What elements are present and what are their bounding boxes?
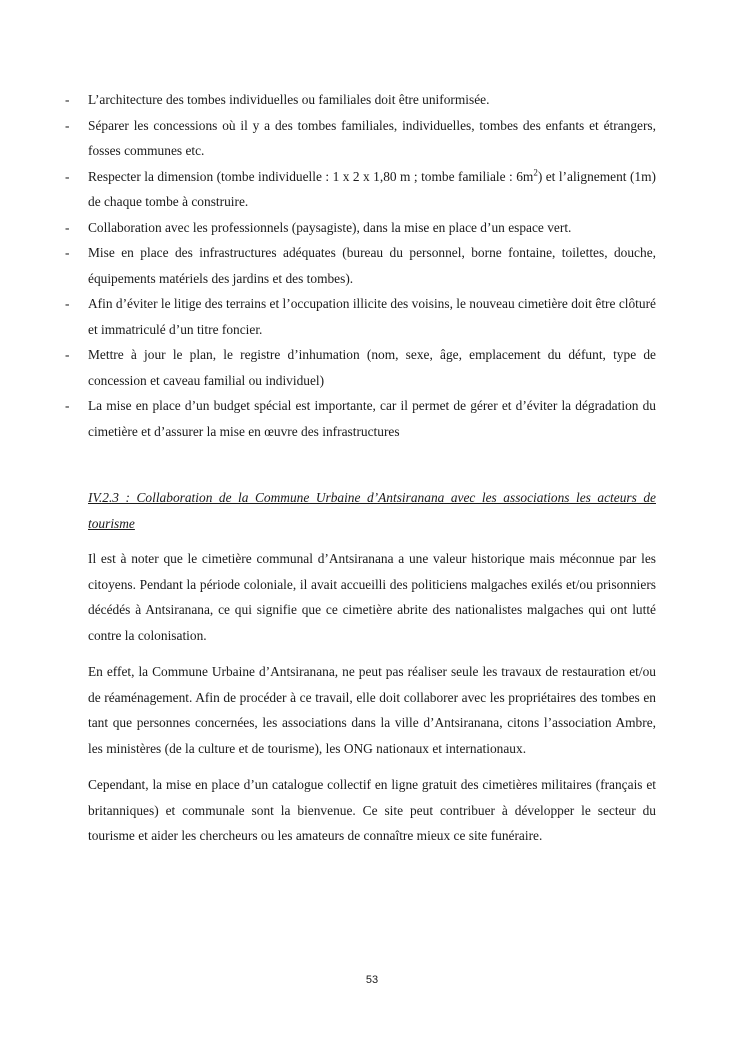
bullet-marker: - (65, 398, 70, 413)
list-item (0, 291, 656, 342)
bullet-marker: - (65, 117, 70, 133)
list-item-text: L’architecture des tombes individuelles ou familiales doit être uniformisée. (88, 92, 490, 107)
list-item (0, 240, 656, 291)
bullet-marker: - (65, 168, 70, 184)
list-item-text: Afin d’éviter le litige des terrains et l’occupation illicite des voisins, le nouveau cimetière doit être clôturé et immatriculé d’un titre foncier. (88, 296, 656, 337)
section-iv-2-3 (88, 485, 656, 860)
section-heading: IV.2.3 : Collaboration de la Commune Urbaine d’Antsiranana avec les associations les acteurs de tourisme (88, 490, 656, 531)
list-item (0, 164, 656, 215)
list-item-text: Collaboration avec les professionnels (paysagiste), dans la mise en place d’un espace vert. (88, 219, 572, 235)
superscript: 2 (533, 167, 538, 178)
list-item-text: Séparer les concessions où il y a des tombes familiales, individuelles, tombes des enfants et étrangers, fosses communes etc. (88, 117, 656, 158)
list-item-text-before: Respecter la dimension (tombe individuelle : 1 x 2 x 1,80 m ; tombe familiale : 6m (88, 168, 534, 184)
paragraph: Cependant, la mise en place d’un catalogue collectif en ligne gratuit des cimetières militaires (français et britanniques) et communale sont la bienvenue. Ce site peut contribuer à développer le secteur du tourisme et aider les chercheurs ou les amateurs de connaître mieux ce site funéraire. (88, 777, 656, 843)
list-item-text-after: ) et l’alignement (1m) de chaque tombe à construire. (88, 168, 656, 209)
paragraph: Il est à noter que le cimetière communal d’Antsiranana a une valeur historique mais méconnue par les citoyens. Pendant la période coloniale, il avait accueilli des politiciens malgaches exilés et/ou prisonniers décédés à Antsiranana, ce qui signifie que ce cimetière abrite des nationalistes malgaches qui ont lutté contre la colonisation. (88, 551, 656, 643)
list-item (0, 393, 656, 444)
list-item (0, 215, 656, 241)
bullet-marker: - (65, 347, 70, 362)
list-item-text: Mettre à jour le plan, le registre d’inhumation (nom, sexe, âge, emplacement du défunt, type de concession et caveau familial ou individuel) (88, 347, 656, 388)
list-item-text: Mise en place des infrastructures adéquates (bureau du personnel, borne fontaine, toilettes, douche, équipements matériels des jardins et des tombes). (88, 245, 656, 286)
bullet-marker: - (65, 245, 70, 260)
bullet-marker: - (65, 219, 70, 235)
list-item (0, 87, 656, 113)
paragraph: En effet, la Commune Urbaine d’Antsiranana, ne peut pas réaliser seule les travaux de restauration et/ou de réaménagement. Afin de procéder à ce travail, elle doit collaborer avec les propriétaires des tombes en tant que personnes concernées, les associations dans la ville d’Antsiranana, citons l’association Ambre, les ministères (de la culture et de tourisme), les ONG nationaux et internationaux. (88, 664, 656, 756)
bullet-marker: - (65, 296, 70, 311)
recommendations-list (0, 87, 744, 444)
list-item-text: La mise en place d’un budget spécial est importante, car il permet de gérer et d’éviter la dégradation du cimetière et d’assurer la mise en œuvre des infrastructures (88, 398, 656, 439)
list-item (0, 113, 656, 164)
list-item (0, 342, 656, 393)
bullet-marker: - (65, 92, 70, 107)
page-number: 53 (365, 974, 379, 986)
